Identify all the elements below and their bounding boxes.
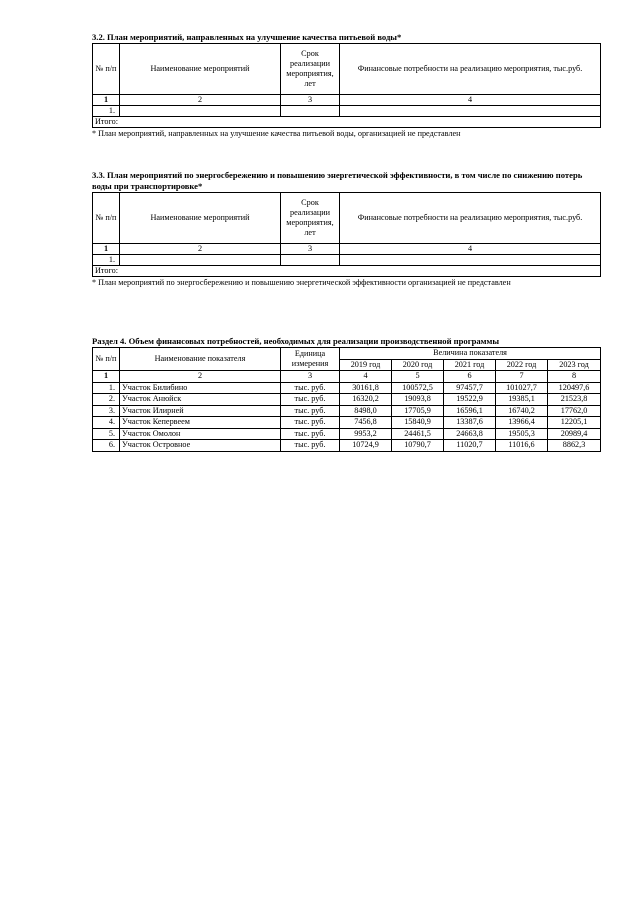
column-number-row xyxy=(93,371,601,383)
row-no: 1. xyxy=(93,255,120,266)
year-header: 2021 год xyxy=(444,359,496,371)
year-header: 2020 год xyxy=(392,359,444,371)
col-num: 1 xyxy=(93,95,120,106)
section-4 xyxy=(92,336,601,452)
row-value: 20989,4 xyxy=(548,428,601,440)
total-label: Итого: xyxy=(93,266,601,277)
row-unit: тыс. руб. xyxy=(281,394,340,406)
col-num: 2 xyxy=(120,95,281,106)
total-label: Итого: xyxy=(93,117,601,128)
section-3-2-note: * План мероприятий, направленных на улучшение качества питьевой воды, организацией не представлен xyxy=(92,129,461,138)
row-unit: тыс. руб. xyxy=(281,440,340,452)
row-value: 30161,8 xyxy=(340,382,392,394)
section-3-2-table xyxy=(92,43,601,128)
section-4-heading: Раздел 4. Объем финансовых потребностей, необходимых для реализации производственной программы xyxy=(92,336,500,346)
col-no-header: № п/п xyxy=(93,193,120,244)
col-num: 2 xyxy=(120,371,281,383)
row-value: 24461,5 xyxy=(392,428,444,440)
col-num: 3 xyxy=(281,244,340,255)
row-no: 2. xyxy=(93,394,120,406)
row-value: 10724,9 xyxy=(340,440,392,452)
table-row xyxy=(93,394,601,406)
cell-empty xyxy=(340,106,601,117)
section-3-3 xyxy=(92,170,601,288)
row-value: 19505,3 xyxy=(496,428,548,440)
table-header-row xyxy=(93,348,601,360)
table-row xyxy=(93,382,601,394)
row-no: 5. xyxy=(93,428,120,440)
row-name: Участок Островное xyxy=(120,440,281,452)
col-term-header: Срок реализации мероприятия, лет xyxy=(281,44,340,95)
row-value: 12205,1 xyxy=(548,417,601,429)
row-name: Участок Билибино xyxy=(120,382,281,394)
row-no: 3. xyxy=(93,405,120,417)
row-value: 13966,4 xyxy=(496,417,548,429)
table-row xyxy=(93,440,601,452)
row-value: 16740,2 xyxy=(496,405,548,417)
col-num: 3 xyxy=(281,371,340,383)
row-unit: тыс. руб. xyxy=(281,405,340,417)
row-value: 9953,2 xyxy=(340,428,392,440)
table-header-row xyxy=(93,193,601,244)
col-fin-header: Финансовые потребности на реализацию мероприятия, тыс.руб. xyxy=(340,44,601,95)
column-number-row xyxy=(93,244,601,255)
col-unit-header: Единица измерения xyxy=(281,348,340,371)
row-value: 11020,7 xyxy=(444,440,496,452)
section-4-table xyxy=(92,347,601,452)
row-name: Участок Илирней xyxy=(120,405,281,417)
total-row xyxy=(93,117,601,128)
row-no: 1. xyxy=(93,382,120,394)
row-value: 8862,3 xyxy=(548,440,601,452)
col-num: 2 xyxy=(120,244,281,255)
row-name: Участок Анюйск xyxy=(120,394,281,406)
row-no: 1. xyxy=(93,106,120,117)
row-value: 13387,6 xyxy=(444,417,496,429)
row-value: 100572,5 xyxy=(392,382,444,394)
row-name: Участок Омолон xyxy=(120,428,281,440)
row-unit: тыс. руб. xyxy=(281,417,340,429)
cell-empty xyxy=(281,106,340,117)
col-name-header: Наименование показателя xyxy=(120,348,281,371)
row-value: 17705,9 xyxy=(392,405,444,417)
col-name-header: Наименование мероприятий xyxy=(120,193,281,244)
table-row xyxy=(93,255,601,266)
row-value: 15840,9 xyxy=(392,417,444,429)
section-3-3-heading: 3.3. План мероприятий по энергосбережению и повышению энергетической эффективности, в том числе по снижению потерь воды при транспортировке* xyxy=(92,170,583,191)
row-value: 120497,6 xyxy=(548,382,601,394)
cell-empty xyxy=(281,255,340,266)
col-no-header: № п/п xyxy=(93,348,120,371)
row-value: 97457,7 xyxy=(444,382,496,394)
row-value: 19385,1 xyxy=(496,394,548,406)
cell-empty xyxy=(120,255,281,266)
row-name: Участок Кепервеем xyxy=(120,417,281,429)
section-4-rows xyxy=(93,382,601,451)
col-num: 4 xyxy=(340,244,601,255)
total-row xyxy=(93,266,601,277)
table-row xyxy=(93,405,601,417)
section-3-3-note: * План мероприятий по энергосбережению и повышению энергетической эффективности организацией не представлен xyxy=(92,278,511,287)
row-value: 17762,0 xyxy=(548,405,601,417)
col-num: 8 xyxy=(548,371,601,383)
col-num: 7 xyxy=(496,371,548,383)
row-value: 19522,9 xyxy=(444,394,496,406)
year-header: 2022 год xyxy=(496,359,548,371)
row-value: 19093,8 xyxy=(392,394,444,406)
row-value: 101027,7 xyxy=(496,382,548,394)
col-num: 1 xyxy=(93,244,120,255)
section-3-2 xyxy=(92,32,601,139)
section-3-2-heading: 3.2. План мероприятий, направленных на улучшение качества питьевой воды* xyxy=(92,32,402,42)
col-no-header: № п/п xyxy=(93,44,120,95)
col-num: 6 xyxy=(444,371,496,383)
cell-empty xyxy=(340,255,601,266)
col-name-header: Наименование мероприятий xyxy=(120,44,281,95)
col-num: 1 xyxy=(93,371,120,383)
row-value: 8498,0 xyxy=(340,405,392,417)
row-value: 21523,8 xyxy=(548,394,601,406)
row-value: 11016,6 xyxy=(496,440,548,452)
table-row xyxy=(93,417,601,429)
col-num: 4 xyxy=(340,371,392,383)
col-term-header: Срок реализации мероприятия, лет xyxy=(281,193,340,244)
col-num: 3 xyxy=(281,95,340,106)
year-header: 2023 год xyxy=(548,359,601,371)
row-value: 16320,2 xyxy=(340,394,392,406)
col-num: 4 xyxy=(340,95,601,106)
column-number-row xyxy=(93,95,601,106)
row-value: 16596,1 xyxy=(444,405,496,417)
cell-empty xyxy=(120,106,281,117)
year-header: 2019 год xyxy=(340,359,392,371)
row-value: 24663,8 xyxy=(444,428,496,440)
row-value: 7456,8 xyxy=(340,417,392,429)
row-unit: тыс. руб. xyxy=(281,382,340,394)
table-header-row xyxy=(93,44,601,95)
col-num: 5 xyxy=(392,371,444,383)
table-row xyxy=(93,428,601,440)
col-value-header: Величина показателя xyxy=(340,348,601,360)
row-value: 10790,7 xyxy=(392,440,444,452)
row-no: 6. xyxy=(93,440,120,452)
table-row xyxy=(93,106,601,117)
col-fin-header: Финансовые потребности на реализацию мероприятия, тыс.руб. xyxy=(340,193,601,244)
section-3-3-table xyxy=(92,192,601,277)
row-no: 4. xyxy=(93,417,120,429)
row-unit: тыс. руб. xyxy=(281,428,340,440)
